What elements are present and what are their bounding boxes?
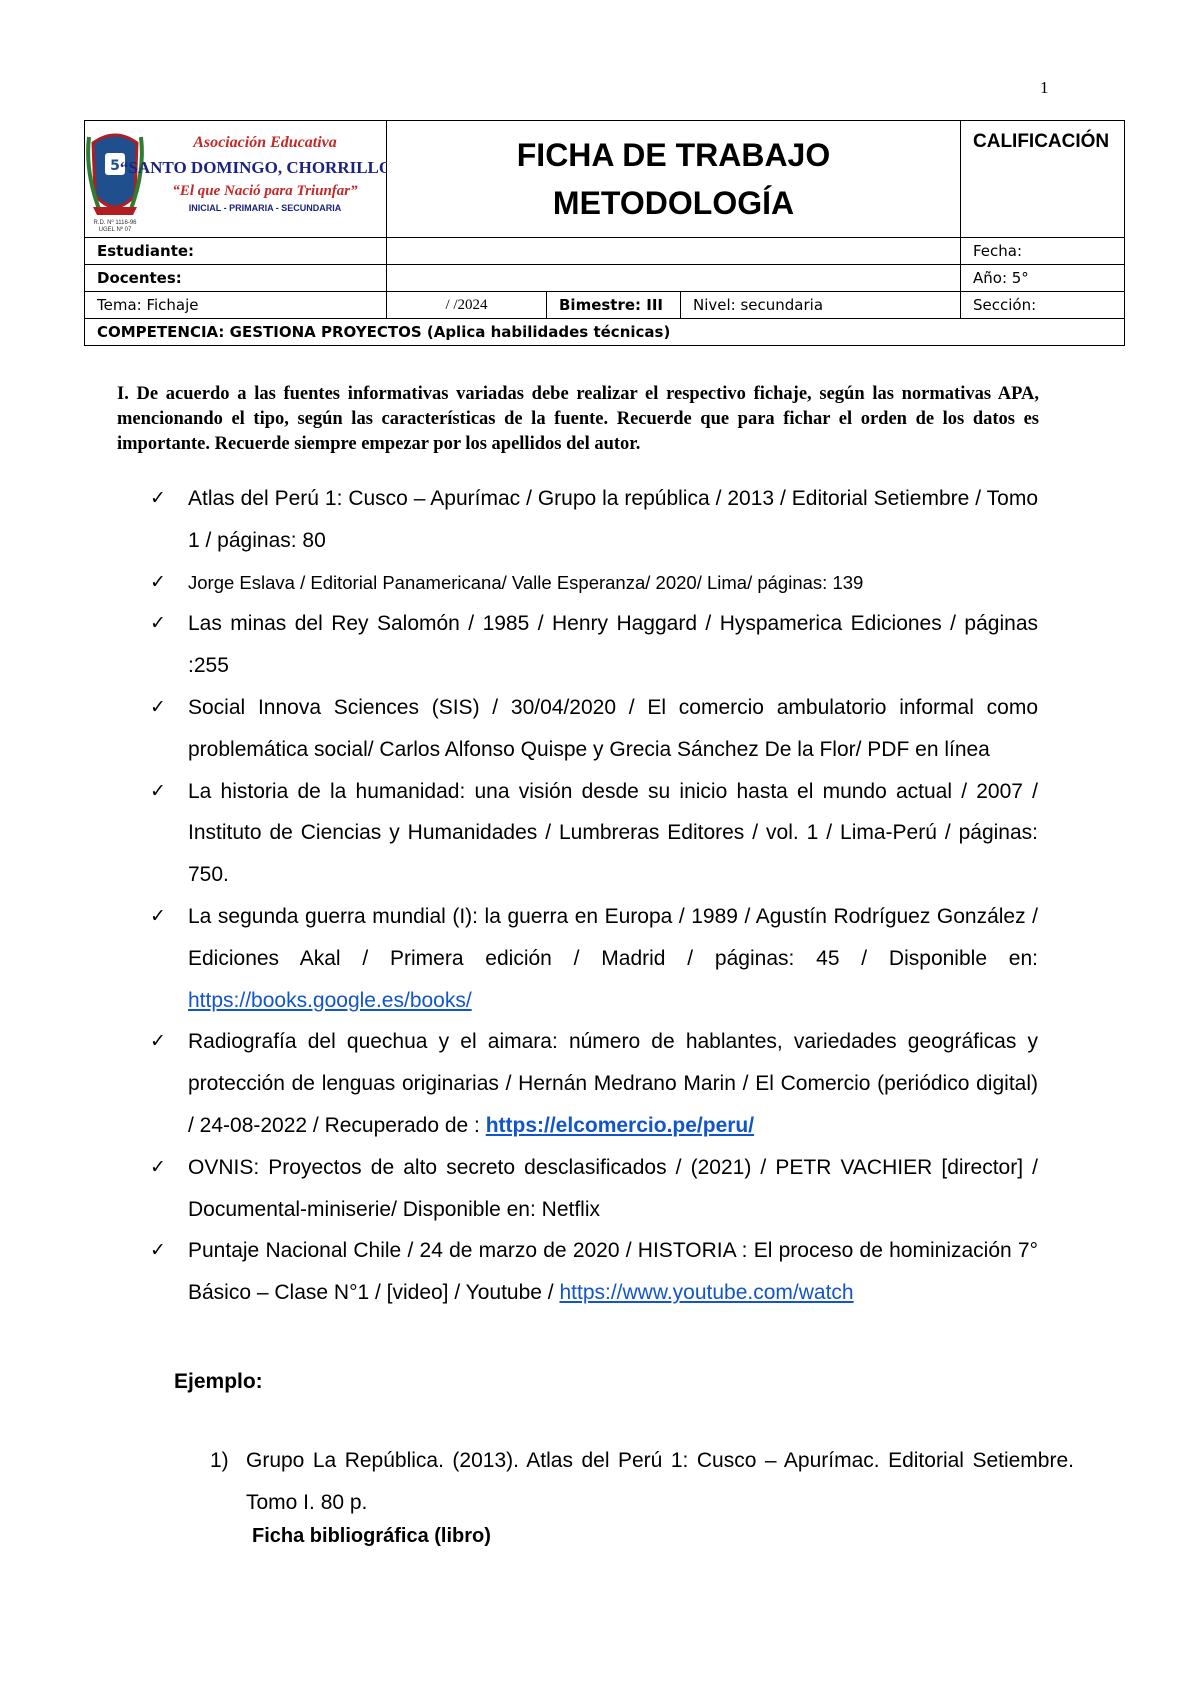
logo-association: Asociación Educativa — [193, 134, 337, 151]
list-item — [150, 603, 1038, 687]
student-label: Estudiante: — [85, 238, 387, 265]
title-line-1: FICHA DE TRABAJO — [516, 137, 831, 173]
date-value: / /2024 — [387, 292, 547, 319]
reference-text: OVNIS: Proyectos de alto secreto desclasificados / (2021) / PETR VACHIER [director] / Documental-miniserie/ Disponible en: Netflix — [188, 1155, 1038, 1221]
worksheet-header-table — [84, 120, 1125, 346]
check-icon: ✓ — [150, 779, 166, 802]
school-logo — [85, 121, 387, 233]
example-heading: Ejemplo: — [174, 1370, 263, 1393]
page-number: 1 — [1040, 78, 1049, 97]
reference-text: La historia de la humanidad: una visión desde su inicio hasta el mundo actual / 2007 / Instituto de Ciencias y Humanidades / Lumbreras Editores / vol. 1 / Lima-Perú / páginas: 750. — [188, 779, 1038, 887]
example-item — [210, 1440, 1074, 1524]
list-item — [150, 896, 1038, 1021]
check-icon: ✓ — [150, 904, 166, 927]
check-icon: ✓ — [150, 487, 166, 509]
teachers-field[interactable] — [387, 265, 961, 292]
list-item — [150, 1147, 1038, 1231]
section-label: Sección: — [961, 292, 1125, 319]
check-icon: ✓ — [150, 570, 166, 593]
check-icon: ✓ — [150, 612, 166, 635]
title-line-2: METODOLOGÍA — [552, 185, 795, 221]
example-card-type: Ficha bibliográfica (libro) — [252, 1525, 491, 1547]
term-label: Bimestre: III — [547, 292, 681, 319]
reference-text: Social Innova Sciences (SIS) / 30/04/2020 / El comercio ambulatorio informal como problemática social/ Carlos Alfonso Quispe y Grecia Sánchez De la Flor/ PDF en línea — [188, 695, 1038, 761]
reference-text: Puntaje Nacional Chile / 24 de marzo de 2020 / HISTORIA : El proceso de hominización 7° Básico – Clase N°1 / [video] / Youtube / — [188, 1239, 1038, 1305]
reference-text: Atlas del Perú 1: Cusco – Apurímac / Grupo la república / 2013 / Editorial Setiembre / Tomo 1 / páginas: 80 — [188, 487, 1038, 552]
year-label: Año: 5° — [961, 265, 1125, 292]
topic-label: Tema: Fichaje — [85, 292, 387, 319]
list-item — [150, 562, 1038, 604]
logo-levels: INICIAL - PRIMARIA - SECUNDARIA — [188, 203, 342, 213]
date-label: Fecha: — [961, 238, 1125, 265]
reference-link[interactable]: https://elcomercio.pe/peru/ — [485, 1113, 755, 1137]
list-item — [150, 771, 1038, 896]
check-icon: ✓ — [150, 1030, 166, 1053]
reference-text: Las minas del Rey Salomón / 1985 / Henry Haggard / Hyspamerica Ediciones / páginas :255 — [188, 612, 1038, 678]
logo-ugel: UGEL Nº 07 — [98, 227, 132, 233]
school-logo-cell — [85, 121, 387, 238]
check-icon: ✓ — [150, 1155, 166, 1178]
student-field[interactable] — [387, 238, 961, 265]
competence-label: COMPETENCIA: GESTIONA PROYECTOS (Aplica habilidades técnicas) — [85, 319, 1125, 346]
example-text: Grupo La República. (2013). Atlas del Perú 1: Cusco – Apurímac. Editorial Setiembre. Tomo I. 80 p. — [246, 1449, 1074, 1514]
grade-cell: CALIFICACIÓN — [961, 121, 1125, 238]
check-icon: ✓ — [150, 695, 166, 718]
check-icon: ✓ — [150, 1239, 166, 1262]
svg-text:5: 5 — [110, 158, 120, 174]
teachers-label: Docentes: — [85, 265, 387, 292]
list-item — [150, 1230, 1038, 1314]
reference-link[interactable]: https://books.google.es/books/ — [188, 988, 472, 1012]
list-item — [150, 687, 1038, 771]
instructions-paragraph: I. De acuerdo a las fuentes informativas variadas debe realizar el respectivo fichaje, según las normativas APA, mencionando el tipo, según las características de la fuente. Recuerde que para fichar el orden de los datos es importante. Recuerde siempre empezar por los apellidos del autor. — [117, 384, 1039, 454]
reference-text: La segunda guerra mundial (I): la guerra en Europa / 1989 / Agustín Rodríguez González / Ediciones Akal / Primera edición / Madrid / páginas: 45 / Disponible en: — [188, 904, 1038, 970]
reference-link[interactable]: https://www.youtube.com/watch — [559, 1281, 854, 1305]
reference-text: Radiografía del quechua y el aimara: número de hablantes, variedades geográficas y protección de lenguas originarias / Hernán Medrano Marin / El Comercio (periódico digital) / 24-08-2022 / Recuperado de : — [188, 1030, 1038, 1137]
reference-list — [150, 478, 1038, 1314]
list-item — [150, 478, 1038, 562]
example-number: 1) — [210, 1449, 229, 1472]
level-label: Nivel: secundaria — [681, 292, 961, 319]
logo-school-name: “SANTO DOMINGO, CHORRILLOS” — [119, 158, 387, 177]
reference-text: Jorge Eslava / Editorial Panamericana/ Valle Esperanza/ 2020/ Lima/ páginas: 139 — [188, 571, 864, 593]
list-item — [150, 1021, 1038, 1146]
worksheet-title — [387, 121, 961, 238]
logo-rd: R.D. Nº 1116-96 — [93, 220, 137, 226]
logo-motto: “El que Nació para Triunfar” — [172, 183, 358, 199]
